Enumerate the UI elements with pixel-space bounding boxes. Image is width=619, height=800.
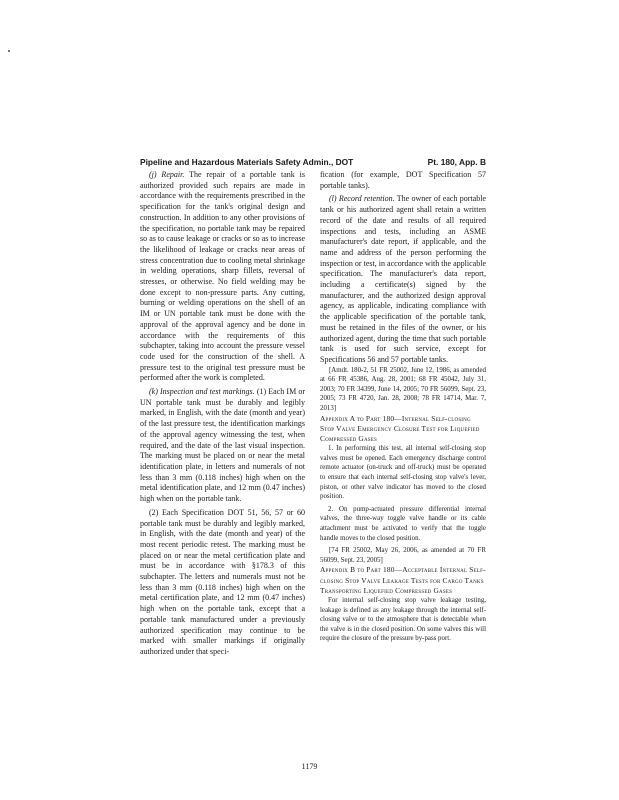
inspection-heading: (k) Inspection and test markings. [149,387,255,397]
record-text: The owner of each portable tank or his authorized agent shall retain a written record of the date and results of all required inspections and tests, including an ASME manufacturer's date report, if applicable, and the name and address of the person performing the inspection or test, in accordance with the applicable specification. The manufacturer's data report, including a certificate(s) signed by the manufacturer, and the authorized design approval agency, as applicable, indicating compliance with the applicable specification of the portable tank, must be retained in the files of the owner, or his authorized agent, during the time that such portable tank is used for such service, except for Specifications 56 and 57 portable tanks. [320,194,486,364]
appendix-b-text: For internal self-closing stop valve leakage testing, leakage is defined as any leakage through the internal self-closing valve or to the atmosphere that is detectable when the valve is in the closed position. On some valves this will require the closure of the pressure by-pass port. [320,596,486,643]
paragraph-inspection-markings [140,387,305,505]
inspection-text-1: (1) Each IM or UN portable tank must be durably and legibly marked, in English, with the date (month and year) of the last pressure test, the identification markings of the approval agency witnessing the test, when required, and the date of the last visual inspection. The marking must be placed on or near the metal identification plate, in letters and numerals of not less than 3 mm (0.118 inches) high when on the metal identification plate, and 12 mm (0.47 inches) high when on the portable tank. [140,387,306,504]
header-part: Pt. 180, App. B [427,157,486,167]
record-heading: (l) Record retention. [329,194,395,204]
repair-text: The repair of a portable tank is authorized provided such repairs are made in accordance with the requirements prescribed in the specification for the tank's original design and construction. In addition to any other provisions of the specification, no portable tank may be repaired so as to cause leakage or cracks or so as to increase the likelihood of leakage or cracks near areas of stress concentration due to cooling metal shrinkage in welding operations, sharp fillets, reversal of stresses, or otherwise. No field welding may be done except to non-pressure parts. Any cutting, burning or welding operations on the shell of an IM or UN portable tank must be done with the approval of the approval agency and be done in accordance with the requirements of this subchapter, taking into account the pressure vessel code used for the construction of the shell. A pressure test to the original test pressure must be performed after the work is completed. [140,170,306,383]
paragraph-continued: fication (for example, DOT Specification 57 portable tanks). [320,170,486,190]
appendix-a-step-2: 2. On pump-actuated pressure differential internal valves, the three-way toggle valve handle or its cable attachment must be activated to verify that the toggle handle moves to the closed position. [320,505,486,542]
appendix-a-citation: [74 FR 25002, May 26, 2006, as amended at 70 FR 56099, Sept. 23, 2005] [320,547,486,564]
repair-heading: (j) Repair. [149,170,185,179]
appendix-a-step-1: 1. In performing this test, all internal self-closing stop valves must be opened. Each emergency discharge control remote actuator (on-truck and off-truck) must be operated to ensure that each internal self-closing stop valve's lever, piston, or other valve indicator has moved to the closed position. [320,445,486,501]
paragraph-repair [140,170,305,384]
appendix-a-title: Appendix A to Part 180—Internal Self-closing Stop Valve Emergency Closure Test for Liquefied Compressed Gases [320,413,480,444]
scan-speck [8,50,10,52]
appendix-b-title: Appendix B to Part 180—Acceptable Internal Self-closing Stop Valve Leakage Tests for Cargo Tanks Transporting Liquefied Compressed Gases [320,565,486,595]
amendment-citation: [Amdt. 180-2, 51 FR 25002, June 12, 1986, as amended at 66 FR 45386, Aug. 28, 2001; 68 FR 45042, July 31, 2003; 70 FR 34399, June 14, 2005; 70 FR 56099, Sept. 23, 2005; 73 FR 4720, Jan. 28, 2008; 78 FR 14714, Mar. 7, 2013] [320,366,486,413]
paragraph-specification-markings: (2) Each Specification DOT 51, 56, 57 or 60 portable tank must be durably and legibly marked, in English, with the date (month and year) of the most recent periodic retest. The marking must be placed on or near the metal certification plate and must be in accordance with §178.3 of this subchapter. The letters and numerals must not be less than 3 mm (0.118 inches) high when on the metal certification plate, and 12 mm (0.47 inches) high when on the portable tank, except that a portable tank manufactured under a previously authorized specification may continue to be marked with smaller markings if originally authorized under that speci- [140,507,305,656]
right-column [320,170,486,644]
page-number: 1179 [301,762,318,771]
paragraph-record-retention [320,194,486,365]
header-agency: Pipeline and Hazardous Materials Safety Admin., DOT [140,157,354,167]
left-column [140,170,305,658]
